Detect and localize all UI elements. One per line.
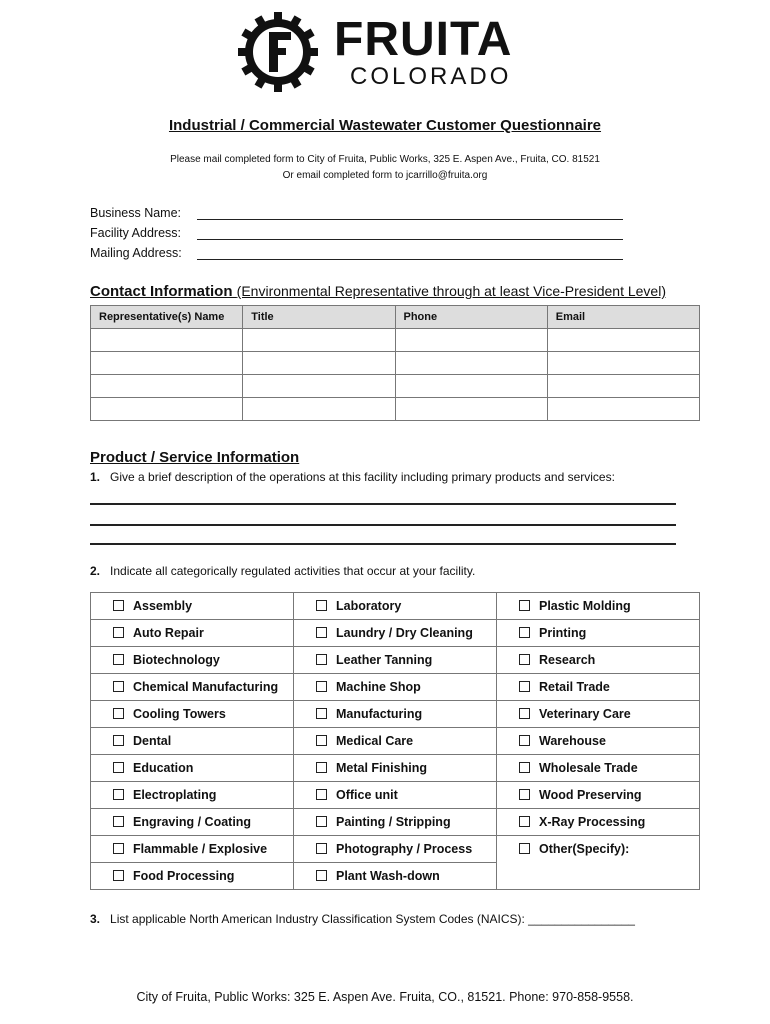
activity-option bbox=[497, 836, 700, 890]
activity-label: Chemical Manufacturing bbox=[133, 680, 279, 694]
activity-option bbox=[294, 836, 497, 863]
activity-row bbox=[91, 728, 700, 755]
activity-label: Laboratory bbox=[336, 599, 402, 613]
activity-row bbox=[91, 593, 700, 620]
question-2 bbox=[90, 564, 475, 578]
mailing-address-field[interactable] bbox=[197, 259, 623, 260]
activity-option bbox=[497, 593, 700, 620]
activity-label: Painting / Stripping bbox=[336, 815, 451, 829]
question-2-number: 2. bbox=[90, 564, 101, 578]
checkbox-icon[interactable] bbox=[113, 762, 124, 773]
activity-label: Medical Care bbox=[336, 734, 414, 748]
checkbox-icon[interactable] bbox=[316, 789, 327, 800]
activity-label: Electroplating bbox=[133, 788, 217, 802]
contact-cell[interactable] bbox=[395, 375, 547, 398]
activity-label: Education bbox=[133, 761, 194, 775]
checkbox-icon[interactable] bbox=[113, 816, 124, 827]
activity-label: Food Processing bbox=[133, 869, 235, 883]
checkbox-icon[interactable] bbox=[519, 762, 530, 773]
contact-cell[interactable] bbox=[243, 375, 395, 398]
checkbox-icon[interactable] bbox=[519, 708, 530, 719]
activity-label: Other(Specify): bbox=[539, 842, 630, 856]
activity-option bbox=[91, 701, 294, 728]
activity-option bbox=[497, 755, 700, 782]
activity-option bbox=[497, 728, 700, 755]
activity-option bbox=[497, 674, 700, 701]
activity-option bbox=[91, 836, 294, 863]
activity-option bbox=[497, 782, 700, 809]
question-1 bbox=[90, 470, 615, 484]
logo-subtitle: COLORADO bbox=[350, 63, 512, 90]
col-header-email: Email bbox=[547, 306, 699, 329]
contact-cell[interactable] bbox=[395, 352, 547, 375]
activity-option bbox=[294, 755, 497, 782]
contact-row bbox=[91, 375, 700, 398]
activity-option bbox=[294, 782, 497, 809]
mail-instructions: Please mail completed form to City of Fruita, Public Works, 325 E. Aspen Ave., Fruita, CO. 81521 bbox=[170, 154, 600, 165]
contact-cell[interactable] bbox=[91, 352, 243, 375]
contact-table-header bbox=[91, 306, 700, 329]
activity-label: Photography / Process bbox=[336, 842, 473, 856]
activity-label: Wood Preserving bbox=[539, 788, 642, 802]
contact-cell[interactable] bbox=[547, 352, 699, 375]
activity-label: Plant Wash-down bbox=[336, 869, 440, 883]
gear-f-icon bbox=[236, 10, 320, 94]
form-title: Industrial / Commercial Wastewater Customer Questionnaire bbox=[168, 117, 602, 134]
activity-option bbox=[294, 809, 497, 836]
activity-label: Retail Trade bbox=[539, 680, 610, 694]
checkbox-icon[interactable] bbox=[519, 600, 530, 611]
activities-table bbox=[90, 592, 700, 890]
fruita-logo-emblem bbox=[236, 10, 320, 94]
business-name-field[interactable] bbox=[197, 219, 623, 220]
activity-label: Engraving / Coating bbox=[133, 815, 252, 829]
contact-cell[interactable] bbox=[91, 398, 243, 421]
activity-option bbox=[294, 728, 497, 755]
activity-label: Machine Shop bbox=[336, 680, 421, 694]
contact-heading-text: Contact Information bbox=[90, 283, 233, 300]
activity-row bbox=[91, 647, 700, 674]
checkbox-icon[interactable] bbox=[316, 708, 327, 719]
activity-label: Assembly bbox=[133, 599, 193, 613]
checkbox-icon[interactable] bbox=[113, 600, 124, 611]
col-header-title: Title bbox=[243, 306, 395, 329]
col-header-phone: Phone bbox=[395, 306, 547, 329]
activity-option bbox=[294, 863, 497, 890]
product-section-heading: Product / Service Information bbox=[90, 449, 300, 466]
checkbox-icon[interactable] bbox=[113, 735, 124, 746]
contact-cell[interactable] bbox=[243, 329, 395, 352]
contact-cell[interactable] bbox=[91, 375, 243, 398]
activity-option bbox=[294, 620, 497, 647]
question-3-number: 3. bbox=[90, 912, 101, 926]
activity-label: Office unit bbox=[336, 788, 398, 802]
activity-row bbox=[91, 755, 700, 782]
checkbox-icon[interactable] bbox=[316, 762, 327, 773]
contact-row bbox=[91, 352, 700, 375]
question-1-number: 1. bbox=[90, 470, 101, 484]
checkbox-icon[interactable] bbox=[113, 654, 124, 665]
contact-row bbox=[91, 398, 700, 421]
activity-label: Cooling Towers bbox=[133, 707, 226, 721]
activity-option bbox=[91, 782, 294, 809]
question-2-text: Indicate all categorically regulated activities that occur at your facility. bbox=[110, 564, 476, 578]
col-header-name: Representative(s) Name bbox=[91, 306, 243, 329]
checkbox-icon[interactable] bbox=[113, 870, 124, 881]
checkbox-icon[interactable] bbox=[519, 789, 530, 800]
checkbox-icon[interactable] bbox=[113, 843, 124, 854]
contact-cell[interactable] bbox=[91, 329, 243, 352]
contact-section-heading bbox=[90, 283, 666, 300]
activity-option bbox=[294, 593, 497, 620]
activity-option bbox=[91, 728, 294, 755]
checkbox-icon[interactable] bbox=[519, 843, 530, 854]
question-3 bbox=[90, 912, 635, 926]
activity-row bbox=[91, 674, 700, 701]
activity-row bbox=[91, 701, 700, 728]
activity-option bbox=[294, 701, 497, 728]
activity-label: Auto Repair bbox=[133, 626, 204, 640]
activity-label: Veterinary Care bbox=[539, 707, 631, 721]
activity-row bbox=[91, 782, 700, 809]
contact-cell[interactable] bbox=[395, 398, 547, 421]
activity-option bbox=[497, 620, 700, 647]
contact-cell[interactable] bbox=[547, 329, 699, 352]
activity-option bbox=[91, 674, 294, 701]
mailing-address-label: Mailing Address: bbox=[90, 246, 182, 260]
page-footer: City of Fruita, Public Works: 325 E. Aspen Ave. Fruita, CO., 81521. Phone: 970-858-9558. bbox=[136, 990, 634, 1004]
activity-option bbox=[91, 620, 294, 647]
activity-option bbox=[91, 593, 294, 620]
activity-option bbox=[91, 863, 294, 890]
activity-label: Dental bbox=[133, 734, 172, 748]
checkbox-icon[interactable] bbox=[316, 735, 327, 746]
contact-cell[interactable] bbox=[395, 329, 547, 352]
activity-label: Printing bbox=[539, 626, 587, 640]
checkbox-icon[interactable] bbox=[519, 627, 530, 638]
checkbox-icon[interactable] bbox=[316, 654, 327, 665]
contact-heading-note: (Environmental Representative through at least Vice-President Level) bbox=[236, 283, 666, 299]
activity-label: Metal Finishing bbox=[336, 761, 427, 775]
activity-label: Research bbox=[539, 653, 596, 667]
checkbox-icon[interactable] bbox=[316, 627, 327, 638]
activity-option bbox=[294, 647, 497, 674]
activity-option bbox=[294, 674, 497, 701]
contact-table bbox=[90, 305, 700, 421]
checkbox-icon[interactable] bbox=[113, 708, 124, 719]
contact-cell[interactable] bbox=[547, 375, 699, 398]
facility-address-field[interactable] bbox=[197, 239, 623, 240]
checkbox-icon[interactable] bbox=[316, 843, 327, 854]
activity-option bbox=[497, 701, 700, 728]
activity-label: X-Ray Processing bbox=[539, 815, 646, 829]
checkbox-icon[interactable] bbox=[113, 789, 124, 800]
contact-cell[interactable] bbox=[547, 398, 699, 421]
activity-row bbox=[91, 809, 700, 836]
contact-cell[interactable] bbox=[243, 352, 395, 375]
activity-label: Plastic Molding bbox=[539, 599, 631, 613]
checkbox-icon[interactable] bbox=[519, 681, 530, 692]
email-instructions: Or email completed form to jcarrillo@fruita.org bbox=[282, 170, 488, 181]
checkbox-icon[interactable] bbox=[113, 681, 124, 692]
question-3-text: List applicable North American Industry Classification System Codes (NAICS): ________________ bbox=[110, 912, 635, 926]
description-line[interactable] bbox=[90, 543, 676, 545]
activity-option bbox=[91, 755, 294, 782]
logo-wordmark: FRUITA bbox=[334, 13, 513, 66]
business-name-label: Business Name: bbox=[90, 206, 182, 220]
checkbox-icon[interactable] bbox=[316, 681, 327, 692]
checkbox-icon[interactable] bbox=[316, 600, 327, 611]
activity-label: Wholesale Trade bbox=[539, 761, 638, 775]
activity-option bbox=[497, 647, 700, 674]
activity-label: Flammable / Explosive bbox=[133, 842, 268, 856]
contact-cell[interactable] bbox=[243, 398, 395, 421]
activity-label: Laundry / Dry Cleaning bbox=[336, 626, 473, 640]
activity-label: Biotechnology bbox=[133, 653, 220, 667]
description-line[interactable] bbox=[90, 524, 676, 526]
question-1-text: Give a brief description of the operations at this facility including primary products and services: bbox=[110, 470, 615, 484]
activity-label: Warehouse bbox=[539, 734, 606, 748]
activity-label: Manufacturing bbox=[336, 707, 423, 721]
checkbox-icon[interactable] bbox=[519, 816, 530, 827]
checkbox-icon[interactable] bbox=[113, 627, 124, 638]
checkbox-icon[interactable] bbox=[519, 654, 530, 665]
activity-label: Leather Tanning bbox=[336, 653, 433, 667]
activity-option bbox=[91, 809, 294, 836]
activity-option bbox=[91, 647, 294, 674]
activity-option bbox=[497, 809, 700, 836]
contact-row bbox=[91, 329, 700, 352]
description-line[interactable] bbox=[90, 503, 676, 505]
checkbox-icon[interactable] bbox=[316, 816, 327, 827]
checkbox-icon[interactable] bbox=[316, 870, 327, 881]
activity-row bbox=[91, 620, 700, 647]
checkbox-icon[interactable] bbox=[519, 735, 530, 746]
facility-address-label: Facility Address: bbox=[90, 226, 182, 240]
activity-row bbox=[91, 836, 700, 863]
